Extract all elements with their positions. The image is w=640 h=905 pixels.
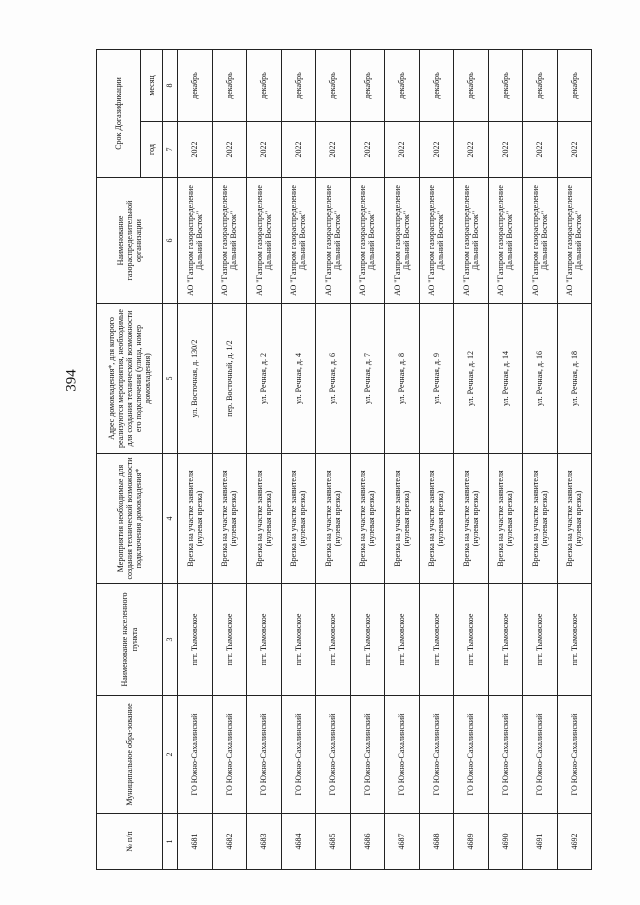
cell-municipality: ГО Южно-Сахалинский — [212, 696, 247, 814]
gasification-table — [96, 49, 592, 870]
column-number: 8 — [163, 49, 178, 121]
cell-no: 4691 — [523, 814, 558, 870]
cell-measures: Врезка на участке заявителя (нулевая врезка) — [557, 454, 592, 584]
cell-no: 4692 — [557, 814, 592, 870]
cell-organization: АО "Газпром газораспределение Дальний Восток" — [350, 178, 385, 304]
cell-address: ул. Речная, д. 8 — [385, 304, 420, 454]
table-row — [557, 49, 592, 869]
cell-month: декабрь — [454, 49, 489, 121]
cell-month: декабрь — [557, 49, 592, 121]
cell-month: декабрь — [247, 49, 282, 121]
table-row — [316, 49, 351, 869]
cell-year: 2022 — [557, 122, 592, 178]
cell-settlement: пгт. Тымовское — [316, 584, 351, 696]
cell-settlement: пгт. Тымовское — [557, 584, 592, 696]
header-organization: Наименование газораспределительной организации — [97, 178, 163, 304]
cell-settlement: пгт. Тымовское — [281, 584, 316, 696]
cell-month: декабрь — [523, 49, 558, 121]
cell-address: ул. Речная, д. 6 — [316, 304, 351, 454]
cell-no: 4689 — [454, 814, 489, 870]
cell-address: ул. Речная, д. 12 — [454, 304, 489, 454]
header-measures: Мероприятия необходимые для создания технической возможности подключения домовладения* — [97, 454, 163, 584]
cell-settlement: пгт. Тымовское — [454, 584, 489, 696]
cell-month: декабрь — [212, 49, 247, 121]
table-row — [212, 49, 247, 869]
cell-month: декабрь — [178, 49, 213, 121]
column-number: 6 — [163, 178, 178, 304]
cell-measures: Врезка на участке заявителя (нулевая врезка) — [523, 454, 558, 584]
cell-address: ул. Восточная, д. 130/2 — [178, 304, 213, 454]
cell-measures: Врезка на участке заявителя (нулевая врезка) — [488, 454, 523, 584]
table-row — [454, 49, 489, 869]
cell-address: ул. Речная, д. 7 — [350, 304, 385, 454]
cell-month: декабрь — [316, 49, 351, 121]
header-municipality: Муниципальное обра-зование — [97, 696, 163, 814]
cell-municipality: ГО Южно-Сахалинский — [454, 696, 489, 814]
cell-month: декабрь — [385, 49, 420, 121]
cell-address: ул. Речная, д. 2 — [247, 304, 282, 454]
cell-address: ул. Речная, д. 16 — [523, 304, 558, 454]
cell-organization: АО "Газпром газораспределение Дальний Восток" — [212, 178, 247, 304]
rotated-table-wrapper — [96, 50, 592, 870]
cell-address: ул. Речная, д. 4 — [281, 304, 316, 454]
column-number: 5 — [163, 304, 178, 454]
cell-settlement: пгт. Тымовское — [385, 584, 420, 696]
column-number: 3 — [163, 584, 178, 696]
cell-year: 2022 — [247, 122, 282, 178]
table-row — [385, 49, 420, 869]
cell-organization: АО "Газпром газораспределение Дальний Восток" — [247, 178, 282, 304]
cell-organization: АО "Газпром газораспределение Дальний Восток" — [523, 178, 558, 304]
cell-municipality: ГО Южно-Сахалинский — [247, 696, 282, 814]
table-row — [247, 49, 282, 869]
cell-settlement: пгт. Тымовское — [419, 584, 454, 696]
cell-year: 2022 — [350, 122, 385, 178]
cell-municipality: ГО Южно-Сахалинский — [281, 696, 316, 814]
cell-organization: АО "Газпром газораспределение Дальний Восток" — [385, 178, 420, 304]
cell-year: 2022 — [488, 122, 523, 178]
column-number: 4 — [163, 454, 178, 584]
page-number: 394 — [63, 369, 80, 392]
cell-organization: АО "Газпром газораспределение Дальний Восток" — [454, 178, 489, 304]
column-number-row — [163, 49, 178, 869]
header-no: № п/п — [97, 814, 163, 870]
cell-no: 4688 — [419, 814, 454, 870]
table-row — [419, 49, 454, 869]
cell-measures: Врезка на участке заявителя (нулевая врезка) — [454, 454, 489, 584]
cell-no: 4684 — [281, 814, 316, 870]
cell-measures: Врезка на участке заявителя (нулевая врезка) — [178, 454, 213, 584]
cell-organization: АО "Газпром газораспределение Дальний Восток" — [419, 178, 454, 304]
column-number: 7 — [163, 122, 178, 178]
cell-measures: Врезка на участке заявителя (нулевая врезка) — [385, 454, 420, 584]
cell-address: пер. Восточный, д. 1/2 — [212, 304, 247, 454]
cell-no: 4690 — [488, 814, 523, 870]
cell-organization: АО "Газпром газораспределение Дальний Восток" — [178, 178, 213, 304]
table-row — [523, 49, 558, 869]
cell-year: 2022 — [419, 122, 454, 178]
cell-address: ул. Речная, д. 18 — [557, 304, 592, 454]
table-body — [178, 49, 592, 869]
cell-no: 4685 — [316, 814, 351, 870]
table-row — [350, 49, 385, 869]
cell-municipality: ГО Южно-Сахалинский — [523, 696, 558, 814]
cell-settlement: пгт. Тымовское — [523, 584, 558, 696]
cell-measures: Врезка на участке заявителя (нулевая врезка) — [419, 454, 454, 584]
cell-year: 2022 — [523, 122, 558, 178]
cell-municipality: ГО Южно-Сахалинский — [557, 696, 592, 814]
cell-municipality: ГО Южно-Сахалинский — [316, 696, 351, 814]
cell-organization: АО "Газпром газораспределение Дальний Восток" — [316, 178, 351, 304]
cell-municipality: ГО Южно-Сахалинский — [385, 696, 420, 814]
cell-organization: АО "Газпром газораспределение Дальний Восток" — [557, 178, 592, 304]
cell-no: 4686 — [350, 814, 385, 870]
table-row — [178, 49, 213, 869]
cell-measures: Врезка на участке заявителя (нулевая врезка) — [350, 454, 385, 584]
header-month: месяц — [141, 49, 163, 121]
cell-month: декабрь — [419, 49, 454, 121]
cell-measures: Врезка на участке заявителя (нулевая врезка) — [316, 454, 351, 584]
cell-year: 2022 — [212, 122, 247, 178]
cell-month: декабрь — [281, 49, 316, 121]
header-address: Адрес домовладения*, для которого реализуются мероприятия, необходимые для создания технической возможности его подключения (улица, номер домовладения) — [97, 304, 163, 454]
cell-year: 2022 — [316, 122, 351, 178]
cell-year: 2022 — [178, 122, 213, 178]
header-settlement: Наименование населенного пункта — [97, 584, 163, 696]
cell-month: декабрь — [350, 49, 385, 121]
cell-settlement: пгт. Тымовское — [212, 584, 247, 696]
cell-municipality: ГО Южно-Сахалинский — [350, 696, 385, 814]
cell-year: 2022 — [385, 122, 420, 178]
header-year: год — [141, 122, 163, 178]
cell-measures: Врезка на участке заявителя (нулевая врезка) — [212, 454, 247, 584]
cell-no: 4682 — [212, 814, 247, 870]
column-number: 2 — [163, 696, 178, 814]
cell-year: 2022 — [454, 122, 489, 178]
cell-municipality: ГО Южно-Сахалинский — [488, 696, 523, 814]
cell-no: 4681 — [178, 814, 213, 870]
cell-settlement: пгт. Тымовское — [178, 584, 213, 696]
table-row — [488, 49, 523, 869]
cell-month: декабрь — [488, 49, 523, 121]
cell-measures: Врезка на участке заявителя (нулевая врезка) — [247, 454, 282, 584]
column-number: 1 — [163, 814, 178, 870]
header-term: Срок Догазификации — [97, 49, 141, 177]
cell-address: ул. Речная, д. 14 — [488, 304, 523, 454]
cell-settlement: пгт. Тымовское — [350, 584, 385, 696]
cell-address: ул. Речная, д. 9 — [419, 304, 454, 454]
table-row — [281, 49, 316, 869]
cell-municipality: ГО Южно-Сахалинский — [419, 696, 454, 814]
cell-municipality: ГО Южно-Сахалинский — [178, 696, 213, 814]
cell-settlement: пгт. Тымовское — [488, 584, 523, 696]
cell-no: 4687 — [385, 814, 420, 870]
cell-year: 2022 — [281, 122, 316, 178]
cell-settlement: пгт. Тымовское — [247, 584, 282, 696]
cell-organization: АО "Газпром газораспределение Дальний Восток" — [281, 178, 316, 304]
cell-measures: Врезка на участке заявителя (нулевая врезка) — [281, 454, 316, 584]
cell-organization: АО "Газпром газораспределение Дальний Восток" — [488, 178, 523, 304]
cell-no: 4683 — [247, 814, 282, 870]
